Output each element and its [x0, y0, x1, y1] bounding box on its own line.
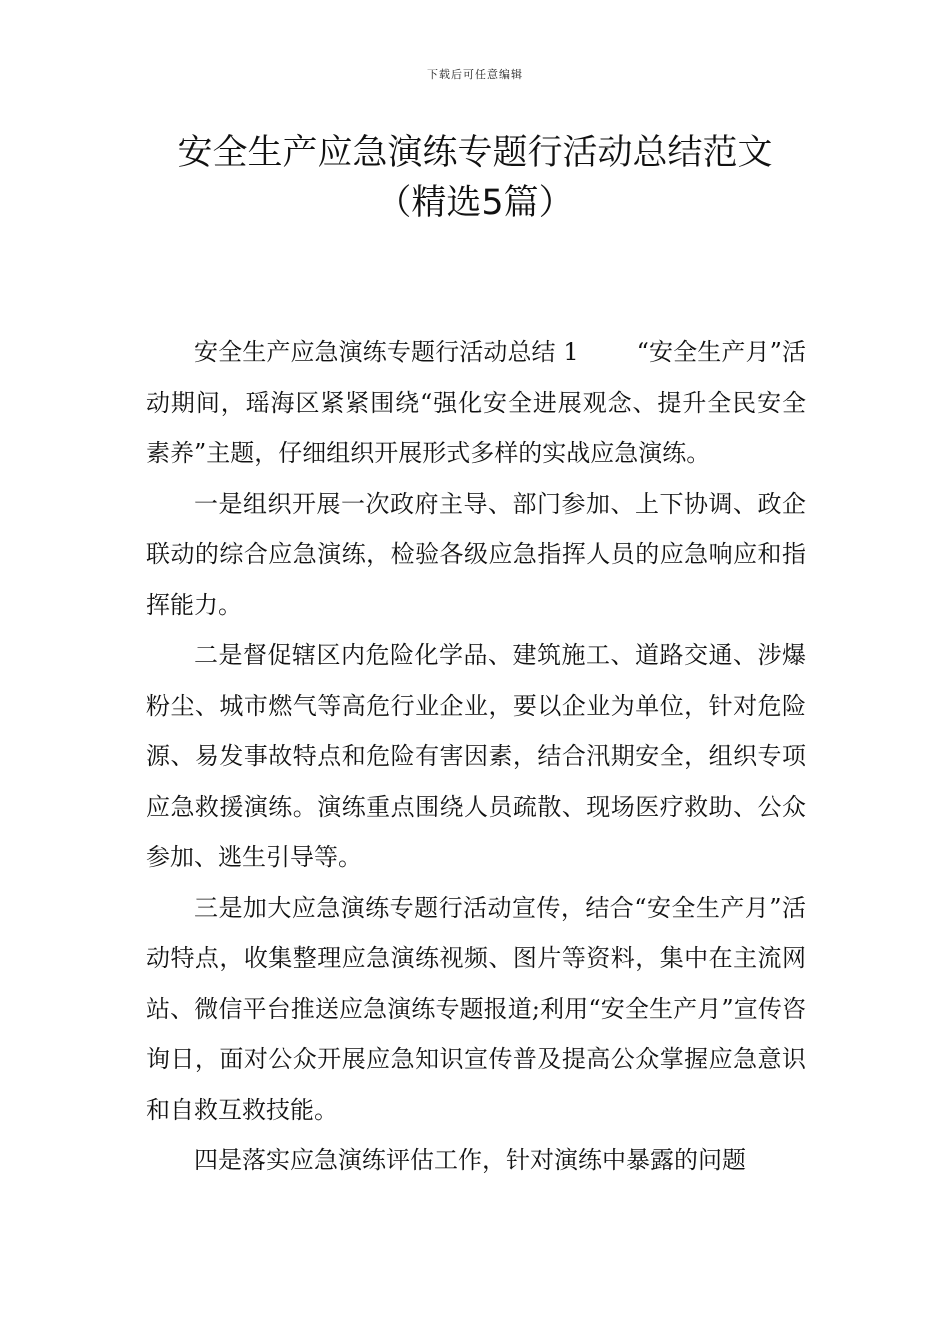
paragraph-4: 三是加大应急演练专题行活动宣传，结合“安全生产月”活动特点，收集整理应急演练视频、图片等资料，集中在主流网站、微信平台推送应急演练专题报道;利用“安全生产月”宣传咨询日，面对公众开展应急知识宣传普及提高公众掌握应急意识和自救互救技能。 — [146, 893, 806, 1124]
paragraph-1 — [146, 327, 806, 479]
document-title — [100, 128, 850, 228]
document-body — [146, 327, 806, 1186]
paragraph-1-heading: 安全生产应急演练专题行活动总结 1 — [194, 338, 579, 366]
title-line-1: 安全生产应急演练专题行活动总结范文 — [177, 133, 773, 173]
paragraph-3: 二是督促辖区内危险化学品、建筑施工、道路交通、涉爆粉尘、城市燃气等高危行业企业，要以企业为单位，针对危险源、易发事故特点和危险有害因素，结合汛期安全，组织专项应急救援演练。演练重点围绕人员疏散、现场医疗救助、公众参加、逃生引导等。 — [146, 641, 806, 871]
title-line-2: （精选5篇） — [376, 183, 574, 223]
header-note: 下载后可任意编辑 — [427, 68, 523, 81]
paragraph-5: 四是落实应急演练评估工作，针对演练中暴露的问题 — [194, 1146, 746, 1174]
paragraph-2: 一是组织开展一次政府主导、部门参加、上下协调、政企联动的综合应急演练，检验各级应急指挥人员的应急响应和指挥能力。 — [146, 489, 806, 619]
paragraph-1-text: “安全生产月”活动期间，瑶海区紧紧围绕“强化安全进展观念、提升全民安全素养”主题，仔细组织开展形式多样的实战应急演练。 — [146, 338, 806, 467]
